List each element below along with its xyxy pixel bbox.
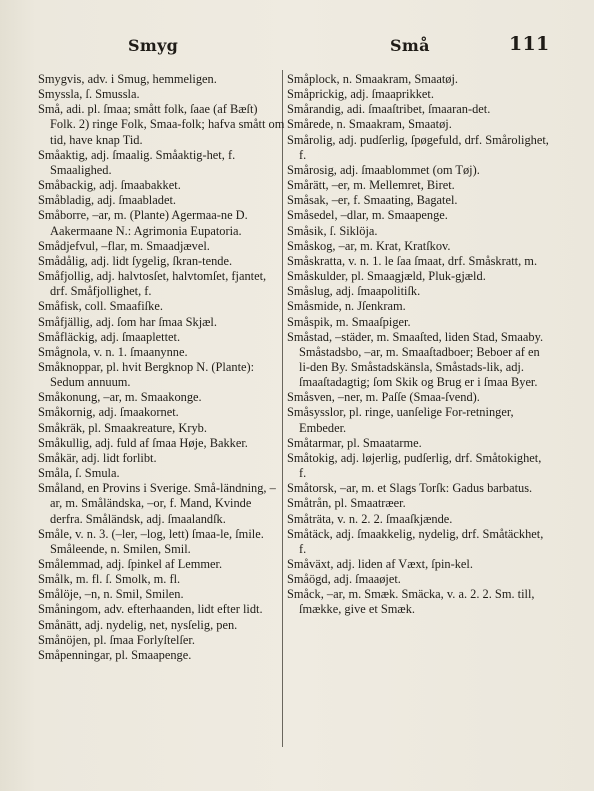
dictionary-entry: Småsedel, –dlar, m. Smaapenge. xyxy=(287,208,448,223)
dictionary-entry: Småbackig, adj. ſmaabakket. xyxy=(38,178,181,193)
dictionary-entry: Småväxt, adj. liden af Væxt, ſpin-kel. xyxy=(287,557,473,571)
dictionary-entry: Småspik, m. Smaaſpiger. xyxy=(287,314,411,329)
dictionary-entry: Småningom, adv. efterhaanden, lidt efter lidt. xyxy=(38,602,263,617)
dictionary-entry: Småborre, –ar, m. (Plante) Agermaa-ne D. Aakermaane N.: Agrimonia Eupatoria. xyxy=(38,208,248,238)
dictionary-entry: Småle, v. n. 3. (–ler, –log, lett) ſmaa-le, ſmile. Småleende, n. Smilen, Smil. xyxy=(38,526,264,556)
dictionary-entry: Smygvis, adv. i Smug, hemmeligen. xyxy=(38,72,217,86)
dictionary-entry: Småfjollig, adj. halvtosſet, halvtomſet, fjantet, drf. Småfjollighet, f. xyxy=(38,269,267,299)
dictionary-entry: Smårosig, adj. ſmaablommet (om Tøj). xyxy=(287,162,480,177)
dictionary-entry: Smånätt, adj. nydelig, net, nysſelig, pen. xyxy=(38,617,238,632)
dictionary-entry: Småla, ſ. Smula. xyxy=(38,466,120,481)
dictionary-entry: Småfjällig, adj. ſom har ſmaa Skjæl. xyxy=(38,314,217,329)
running-header-center: Små xyxy=(390,36,430,55)
dictionary-entry: Småslug, adj. ſmaapolitiſk. xyxy=(287,284,421,299)
dictionary-entry: Småck, –ar, m. Smæk. Smäcka, v. a. 2. 2. Sm. till, ſmække, give et Smæk. xyxy=(287,587,535,617)
dictionary-entry: Smårolig, adj. pudſerlig, ſpøgefuld, drf. Smårolighet, f. xyxy=(287,132,549,162)
running-header-left: Smyg xyxy=(128,36,179,55)
dictionary-entry: Småaktig, adj. ſmaalig. Småaktig-het, f. Smaalighed. xyxy=(38,147,236,177)
dictionary-entry: Smålöje, –n, n. Smil, Smilen. xyxy=(38,587,184,602)
dictionary-entry: Småprickig, adj. ſmaaprikket. xyxy=(287,87,434,102)
dictionary-entry: Småtorsk, –ar, m. et Slags Torſk: Gadus barbatus. xyxy=(287,481,533,496)
dictionary-entry: Smårätt, –er, m. Mellemret, Biret. xyxy=(287,178,455,193)
dictionary-entry: Småtäck, adj. ſmaakkelig, nydelig, drf. Småtäckhet, f. xyxy=(287,526,544,556)
dictionary-entry: Smådålig, adj. lidt ſygelig, ſkran-tende. xyxy=(38,253,233,268)
dictionary-entry: Småkräk, pl. Smaakreature, Kryb. xyxy=(38,420,207,435)
dictionary-entry: Småfisk, coll. Smaafiſke. xyxy=(38,299,163,314)
dictionary-entry: Småskog, –ar, m. Krat, Kratſkov. xyxy=(287,238,451,253)
dictionary-entry: Smågnola, v. n. 1. ſmaanynne. xyxy=(38,344,188,359)
dictionary-entry: Småträta, v. n. 2. 2. ſmaaſkjænde. xyxy=(287,511,453,526)
dictionary-entry: Småbladig, adj. ſmaabladet. xyxy=(38,193,176,208)
page-number: 111 xyxy=(509,33,550,55)
dictionary-entry: Småland, en Provins i Sverige. Små-ländning, –ar, m. Småländska, –or, f. Mand, Kvinde derfra. Småländsk, adj. ſmaalandſk. xyxy=(38,481,276,526)
dictionary-entry: Smårandig, adi. ſmaaſtribet, ſmaaran-det. xyxy=(287,102,491,117)
dictionary-entry: Småsmide, n. Jſenkram. xyxy=(287,299,406,314)
dictionary-entry: Smårede, n. Smaakram, Smaatøj. xyxy=(287,117,452,132)
dictionary-entry: Smålk, m. fl. ſ. Smolk, m. fl. xyxy=(38,572,181,587)
dictionary-entry: Småskratta, v. n. 1. le ſaa ſmaat, drf. Småskratt, m. xyxy=(287,253,538,268)
dictionary-entry: Småtokig, adj. løjerlig, pudſerlig, drf. Småtokighet, f. xyxy=(287,450,542,481)
dictionary-entry: Småsven, –ner, m. Paſſe (Smaa-ſvend). xyxy=(287,390,480,405)
dictionary-entry: Småstad, –städer, m. Smaaſted, liden Stad, Smaaby. Småstadsbo, –ar, m. Smaaſtadboer; Beboer af en li-den By. Småstadskänsla, Småstads-lik, adj. ſmaaſtadagtig; ſom Skik og Brug er i ſmaa Byer. xyxy=(287,329,544,390)
dictionary-entry: Småkornig, adj. ſmaakornet. xyxy=(38,405,179,420)
dictionary-entry: Småsysslor, pl. ringe, uanſelige For-retninger, Embeder. xyxy=(287,405,514,435)
right-column xyxy=(287,72,549,618)
dictionary-entry: Smålemmad, adj. ſpinkel af Lemmer. xyxy=(38,557,223,571)
dictionary-entry: Småkonung, –ar, m. Smaakonge. xyxy=(38,390,202,405)
dictionary-entry: Småtrån, pl. Smaatræer. xyxy=(287,496,406,511)
dictionary-entry: Småsik, ſ. Siklöja. xyxy=(287,223,378,238)
dictionary-entry: Smådjefvul, –flar, m. Smaadjævel. xyxy=(38,238,210,253)
dictionary-entry: Småknoppar, pl. hvit Bergknop N. (Plante): Sedum annuum. xyxy=(38,359,255,390)
dictionary-entry: Små, adi. pl. ſmaa; smått folk, ſaae (af Bæſt) Folk. 2) ringe Folk, Smaa-folk; hafva smått om tid, have knap Tid. xyxy=(38,102,285,147)
dictionary-entry: Småtarmar, pl. Smaatarme. xyxy=(287,435,422,450)
dictionary-entry: Småkullig, adj. fuld af ſmaa Høje, Bakker. xyxy=(38,435,248,450)
left-column xyxy=(38,72,286,663)
dictionary-entry: Småpenningar, pl. Smaapenge. xyxy=(38,647,192,662)
dictionary-entry: Småsak, –er, f. Smaating, Bagatel. xyxy=(287,193,458,208)
dictionary-entry: Småögd, adj. ſmaaøjet. xyxy=(287,572,401,587)
dictionary-entry: Småfläckig, adj. ſmaaplettet. xyxy=(38,329,181,344)
dictionary-entry: Småkär, adj. lidt forlibt. xyxy=(38,450,157,465)
dictionary-entry: Smånöjen, pl. ſmaa Forlyſtelſer. xyxy=(38,632,195,647)
dictionary-entry: Smyssla, ſ. Smussla. xyxy=(38,87,140,102)
dictionary-entry: Småskulder, pl. Smaagjæld, Pluk-gjæld. xyxy=(287,269,486,284)
dictionary-entry: Småplock, n. Smaakram, Smaatøj. xyxy=(287,72,459,86)
